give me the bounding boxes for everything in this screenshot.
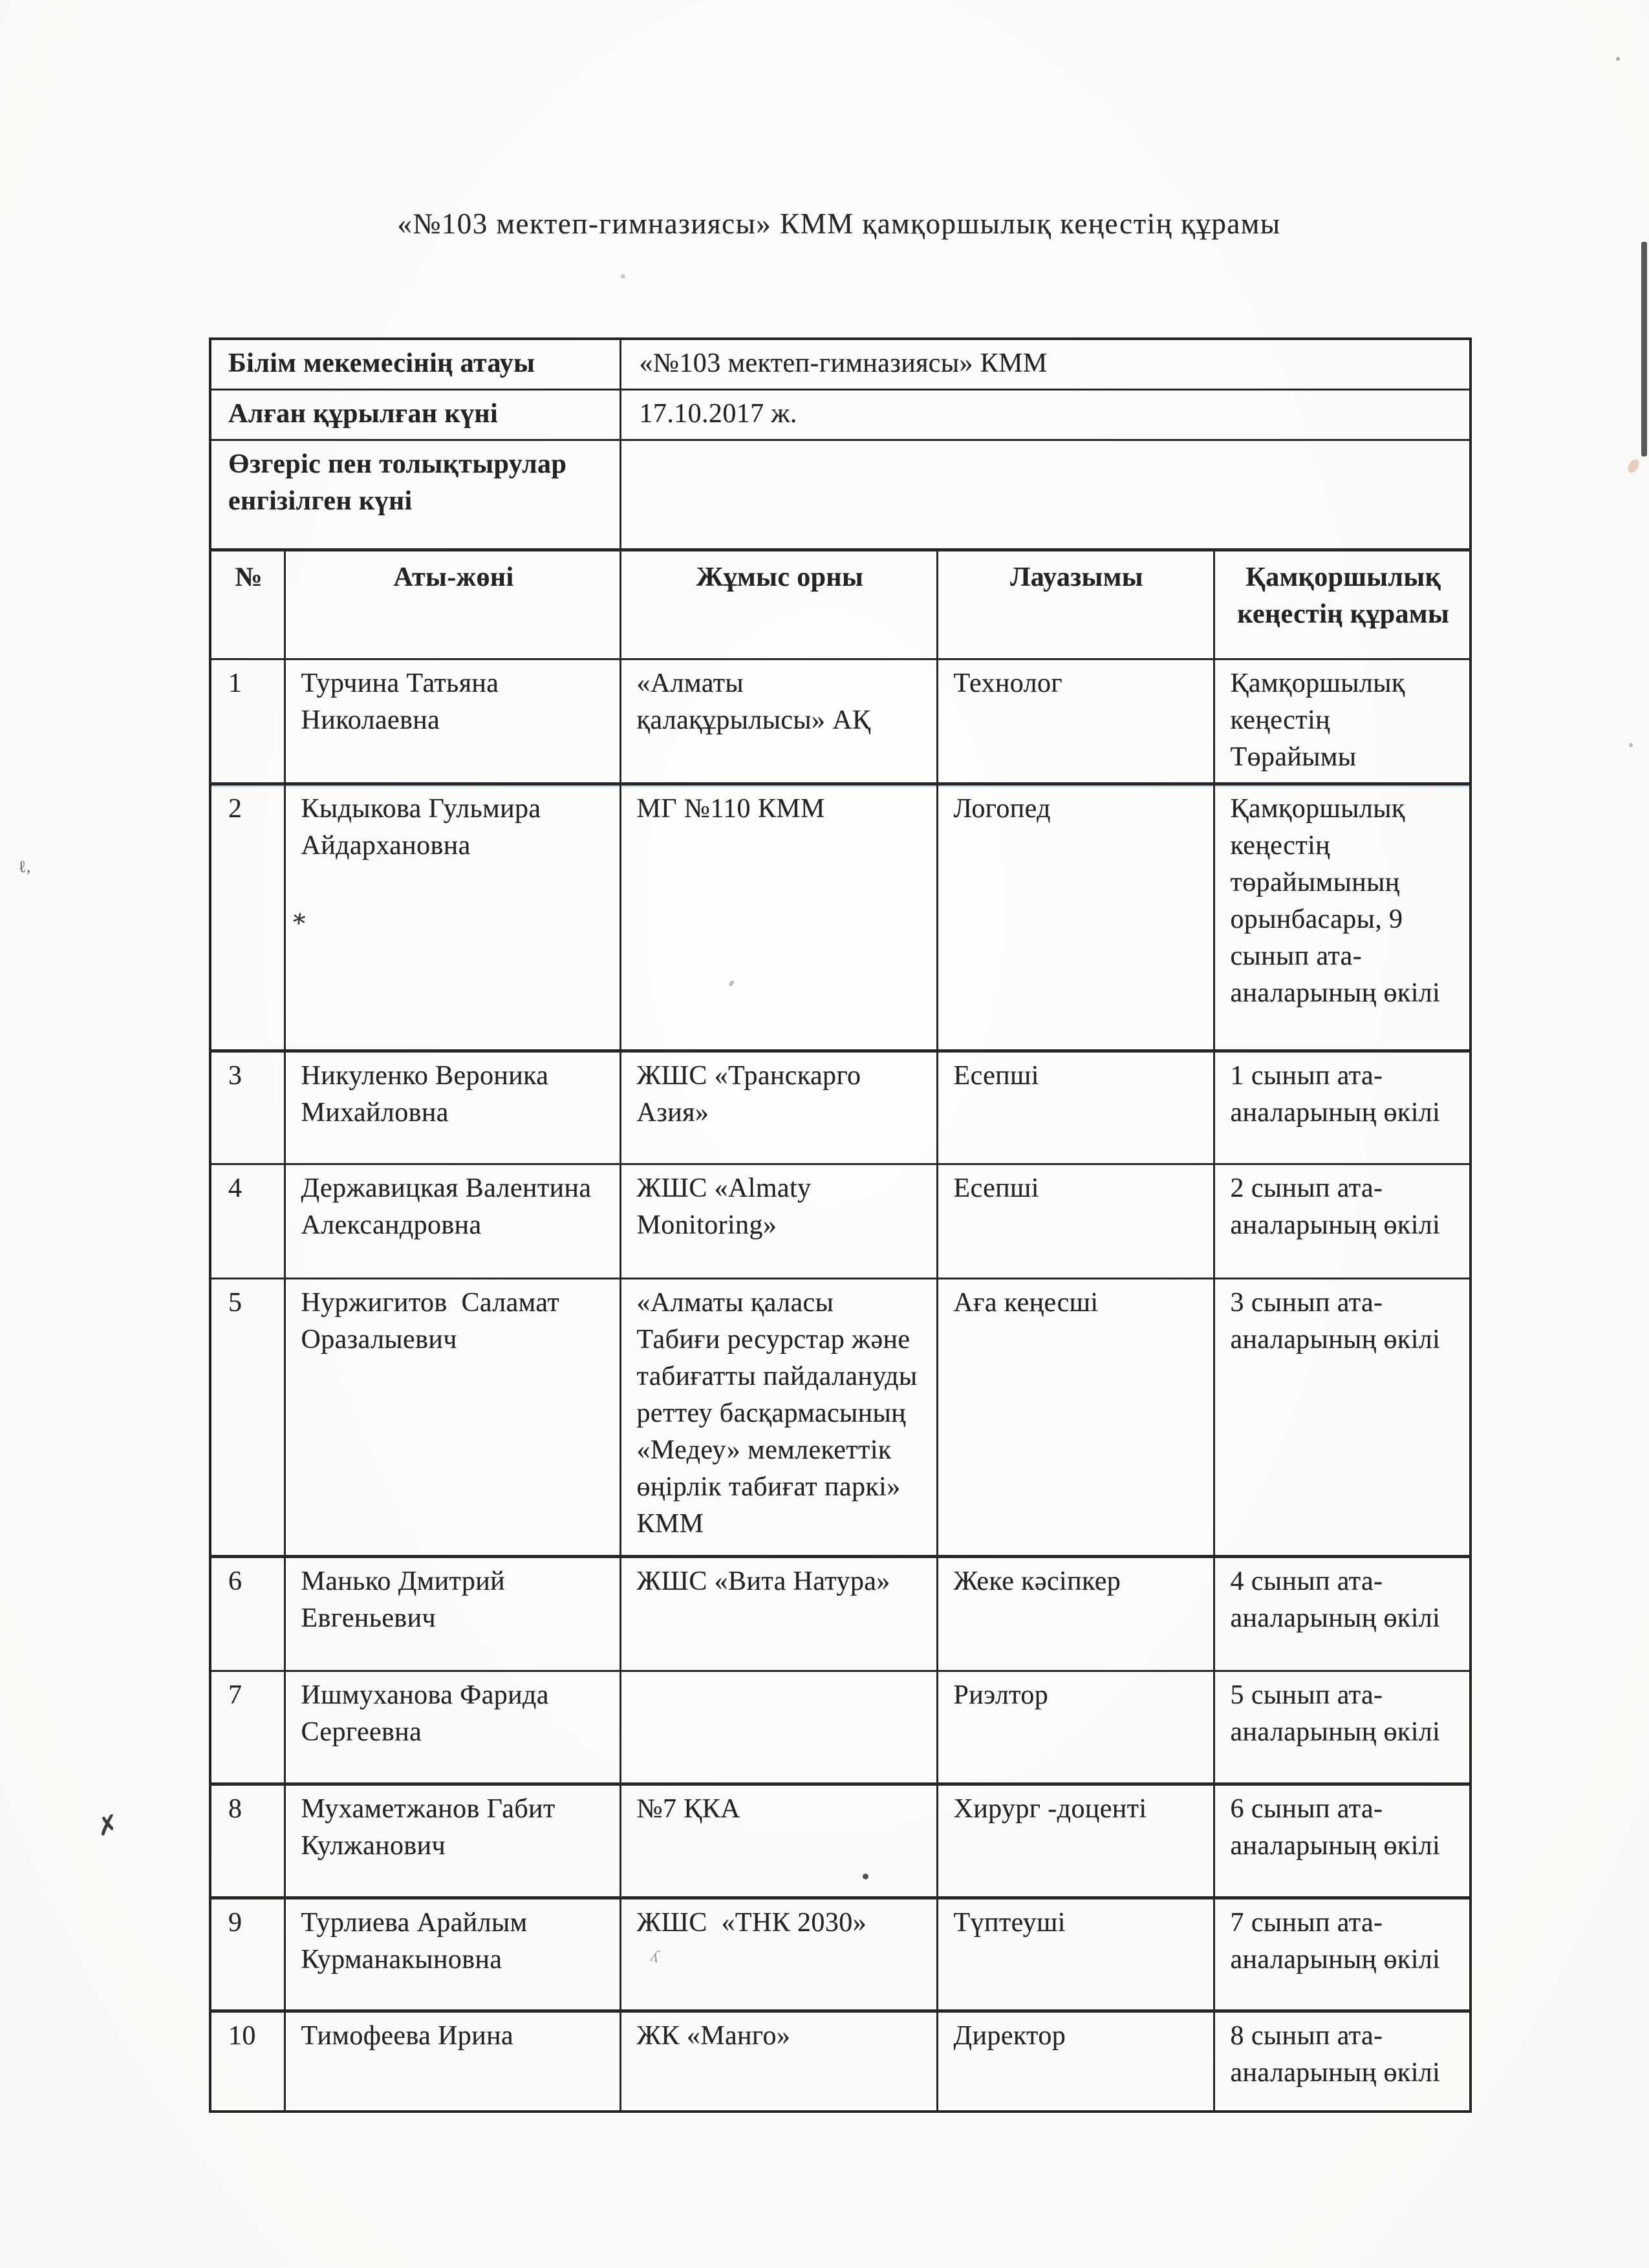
scan-artifact-speck [1626, 458, 1641, 475]
cell-workplace: ЖШС «Вита Натура» [620, 1557, 937, 1671]
info-value-institution: «№103 мектеп-гимназиясы» КММ [620, 339, 1471, 390]
cell-position: Логопед [937, 784, 1214, 1051]
cell-workplace [620, 1671, 937, 1784]
info-label-amendments-date: Өзгеріс пен толықтырулар енгізілген күні [210, 440, 620, 550]
scan-edge-strip [1641, 242, 1647, 456]
column-header-workplace: Жұмыс орны [620, 550, 937, 659]
document-title: «№103 мектеп-гимназиясы» КММ қамқоршылық кеңестің құрамы [397, 208, 1281, 240]
cell-position: Технолог [937, 659, 1214, 784]
cell-number: 4 [210, 1164, 285, 1279]
cell-workplace: ЖК «Манго» [620, 2011, 937, 2112]
cell-number: 9 [210, 1898, 285, 2011]
cell-number: 5 [210, 1279, 285, 1557]
table-row [210, 1557, 1471, 1671]
cell-workplace: «Алматы қаласы Табиғи ресурстар және табиғатты пайдалануды реттеу басқармасының «Медеу» мемлекеттік өңірлік табиғат паркі» КММ [620, 1279, 937, 1557]
cell-number: 3 [210, 1051, 285, 1164]
scan-artifact-x-mark: ✗ [94, 1809, 122, 1842]
cell-workplace: №7 ҚКА [620, 1784, 937, 1898]
cell-workplace: ЖШС «ТНК 2030» [620, 1898, 937, 2011]
table-row [210, 1784, 1471, 1898]
info-row-founded-date [210, 390, 1471, 440]
cell-number: 7 [210, 1671, 285, 1784]
trustee-board-table [209, 337, 1472, 2113]
cell-position: Жеке кәсіпкер [937, 1557, 1214, 1671]
cell-name: Кыдыкова Гульмира Айдархановна [285, 784, 620, 1051]
cell-position: Аға кеңесші [937, 1279, 1214, 1557]
cell-number: 1 [210, 659, 285, 784]
table-row [210, 2011, 1471, 2112]
scan-artifact-dot [1616, 57, 1620, 61]
cell-name: Тимофеева Ирина [285, 2011, 620, 2112]
cell-board-role: 2 сынып ата-аналарының өкілі [1214, 1164, 1471, 1279]
info-row-institution [210, 339, 1471, 390]
cell-number: 10 [210, 2011, 285, 2112]
table-header-row [210, 550, 1471, 659]
scan-artifact-asterisk: ∗ [289, 904, 310, 934]
scan-artifact-squiggle: ʎ [648, 1945, 662, 1967]
cell-workplace: ЖШС «Almaty Monitoring» [620, 1164, 937, 1279]
table-row [210, 784, 1471, 1051]
cell-board-role: 5 сынып ата-аналарының өкілі [1214, 1671, 1471, 1784]
cell-position: Хирург -доценті [937, 1784, 1214, 1898]
cell-position: Есепші [937, 1164, 1214, 1279]
cell-board-role: 7 сынып ата-аналарының өкілі [1214, 1898, 1471, 2011]
cell-name: Турчина Татьяна Николаевна [285, 659, 620, 784]
column-header-number: № [210, 550, 285, 659]
info-label-founded-date: Алған құрылған күні [210, 390, 620, 440]
table-row [210, 1164, 1471, 1279]
cell-board-role: Қамқоршылық кеңестің Төрайымы [1214, 659, 1471, 784]
table-row [210, 659, 1471, 784]
cell-name: Державицкая Валентина Александровна [285, 1164, 620, 1279]
cell-number: 8 [210, 1784, 285, 1898]
cell-board-role: 3 сынып ата-аналарының өкілі [1214, 1279, 1471, 1557]
cell-number: 6 [210, 1557, 285, 1671]
table-row [210, 1279, 1471, 1557]
cell-workplace: «Алматы қалақұрылысы» АҚ [620, 659, 937, 784]
column-header-position: Лауазымы [937, 550, 1214, 659]
table-row [210, 1898, 1471, 2011]
cell-position: Есепші [937, 1051, 1214, 1164]
info-value-amendments-date [620, 440, 1471, 550]
scan-artifact-dot [621, 274, 625, 279]
cell-name: Ишмуханова Фарида Сергеевна [285, 1671, 620, 1784]
info-label-institution: Білім мекемесінің атауы [210, 339, 620, 390]
cell-number: 2 [210, 784, 285, 1051]
cell-name: Манько Дмитрий Евгеньевич [285, 1557, 620, 1671]
cell-name: Никуленко Вероника Михайловна [285, 1051, 620, 1164]
cell-board-role: 4 сынып ата-аналарының өкілі [1214, 1557, 1471, 1671]
info-value-founded-date: 17.10.2017 ж. [620, 390, 1471, 440]
cell-board-role: Қамқоршылық кеңестің төрайымының орынбасары, 9 сынып ата-аналарының өкілі [1214, 784, 1471, 1051]
cell-workplace: ЖШС «Транскарго Азия» [620, 1051, 937, 1164]
info-row-amendments-date [210, 440, 1471, 550]
cell-position: Түптеуші [937, 1898, 1214, 2011]
cell-name: Турлиева Арайлым Курманакыновна [285, 1898, 620, 2011]
cell-board-role: 1 сынып ата-аналарының өкілі [1214, 1051, 1471, 1164]
scan-artifact-margin-mark: ℓ, [17, 857, 31, 877]
cell-name: Мухаметжанов Габит Кулжанович [285, 1784, 620, 1898]
cell-position: Риэлтор [937, 1671, 1214, 1784]
column-header-board-role: Қамқоршылық кеңестің құрамы [1214, 550, 1471, 659]
cell-workplace: МГ №110 КММ [620, 784, 937, 1051]
column-header-name: Аты-жөні [285, 550, 620, 659]
cell-name: Нуржигитов Саламат Оразалыевич [285, 1279, 620, 1557]
table-row [210, 1051, 1471, 1164]
cell-position: Директор [937, 2011, 1214, 2112]
cell-board-role: 8 сынып ата-аналарының өкілі [1214, 2011, 1471, 2112]
scan-artifact-dot [1629, 743, 1633, 747]
table-row [210, 1671, 1471, 1784]
cell-board-role: 6 сынып ата-аналарының өкілі [1214, 1784, 1471, 1898]
